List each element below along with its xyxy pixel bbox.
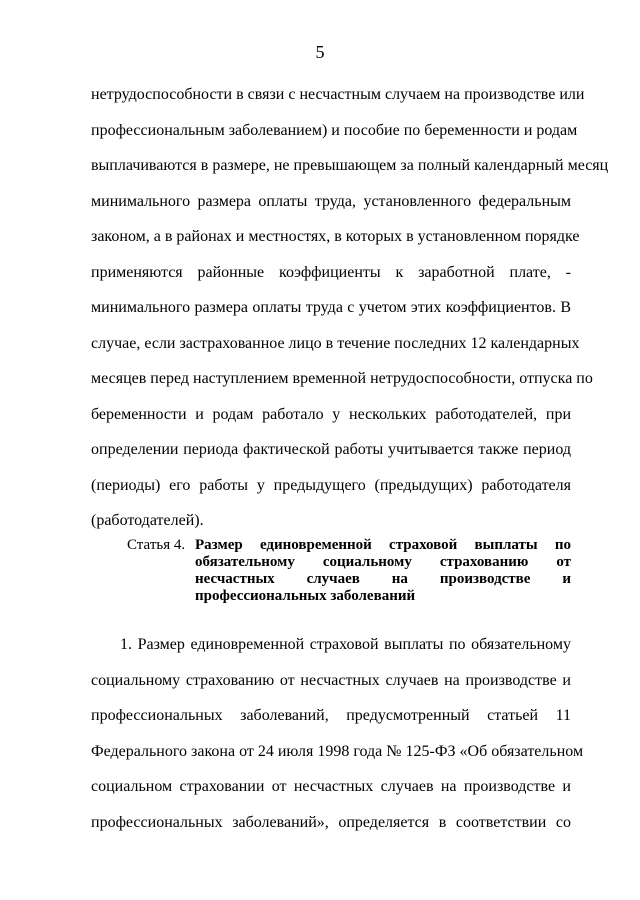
paragraph-line: профессиональным заболеванием) и пособие по беременности и родам xyxy=(91,121,578,139)
article-title xyxy=(195,537,571,605)
article-title-line: профессиональных заболеваний xyxy=(195,588,416,604)
section-line: профессиональных заболеваний, предусмотренный статьей 11 xyxy=(91,707,571,724)
paragraph-line: (работодателей). xyxy=(91,512,204,529)
paragraph-line: законом, а в районах и местностях, в которых в установленном порядке xyxy=(91,228,580,245)
article-title-line: Размер единовременной страховой выплаты по xyxy=(195,537,571,553)
article-title-line: обязательному социальному страхованию от xyxy=(195,554,571,570)
paragraph-line: беременности и родам работало у нескольких работодателей, при xyxy=(91,405,571,423)
paragraph-line: нетрудоспособности в связи с несчастным случаем на производстве или xyxy=(91,86,585,103)
paragraph-line: определении периода фактической работы учитывается также период xyxy=(91,441,571,458)
paragraph-line: (периоды) его работы у предыдущего (предыдущих) работодателя xyxy=(91,476,571,494)
page-number: 5 xyxy=(315,42,325,62)
paragraph-line: случае, если застрахованное лицо в течение последних 12 календарных xyxy=(91,334,580,352)
section-line: профессиональных заболеваний», определяется в соответствии со xyxy=(91,813,571,831)
section-paragraph xyxy=(91,632,584,845)
article-number: Статья 4. xyxy=(127,537,186,553)
section-line: 1. Размер единовременной страховой выплаты по обязательному xyxy=(120,636,571,653)
paragraph-line: минимального размера оплаты труда, установленного федеральным xyxy=(91,192,571,210)
section-line: социальном страховании от несчастных случаев на производстве и xyxy=(91,778,571,795)
section-line: социальному страхованию от несчастных случаев на производстве и xyxy=(91,671,571,689)
article-title-line: несчастных случаев на производстве и xyxy=(195,571,571,587)
paragraph-line: месяцев перед наступлением временной нетрудоспособности, отпуска по xyxy=(91,370,593,387)
paragraph-line: минимального размера оплаты труда с учетом этих коэффициентов. В xyxy=(91,299,571,316)
section-line: Федерального закона от 24 июля 1998 года № 125-ФЗ «Об обязательном xyxy=(91,742,584,760)
paragraph-line: применяются районные коэффициенты к заработной плате, - xyxy=(91,263,571,281)
body-paragraph xyxy=(91,82,609,544)
paragraph-line: выплачиваются в размере, не превышающем за полный календарный месяц xyxy=(91,157,609,174)
